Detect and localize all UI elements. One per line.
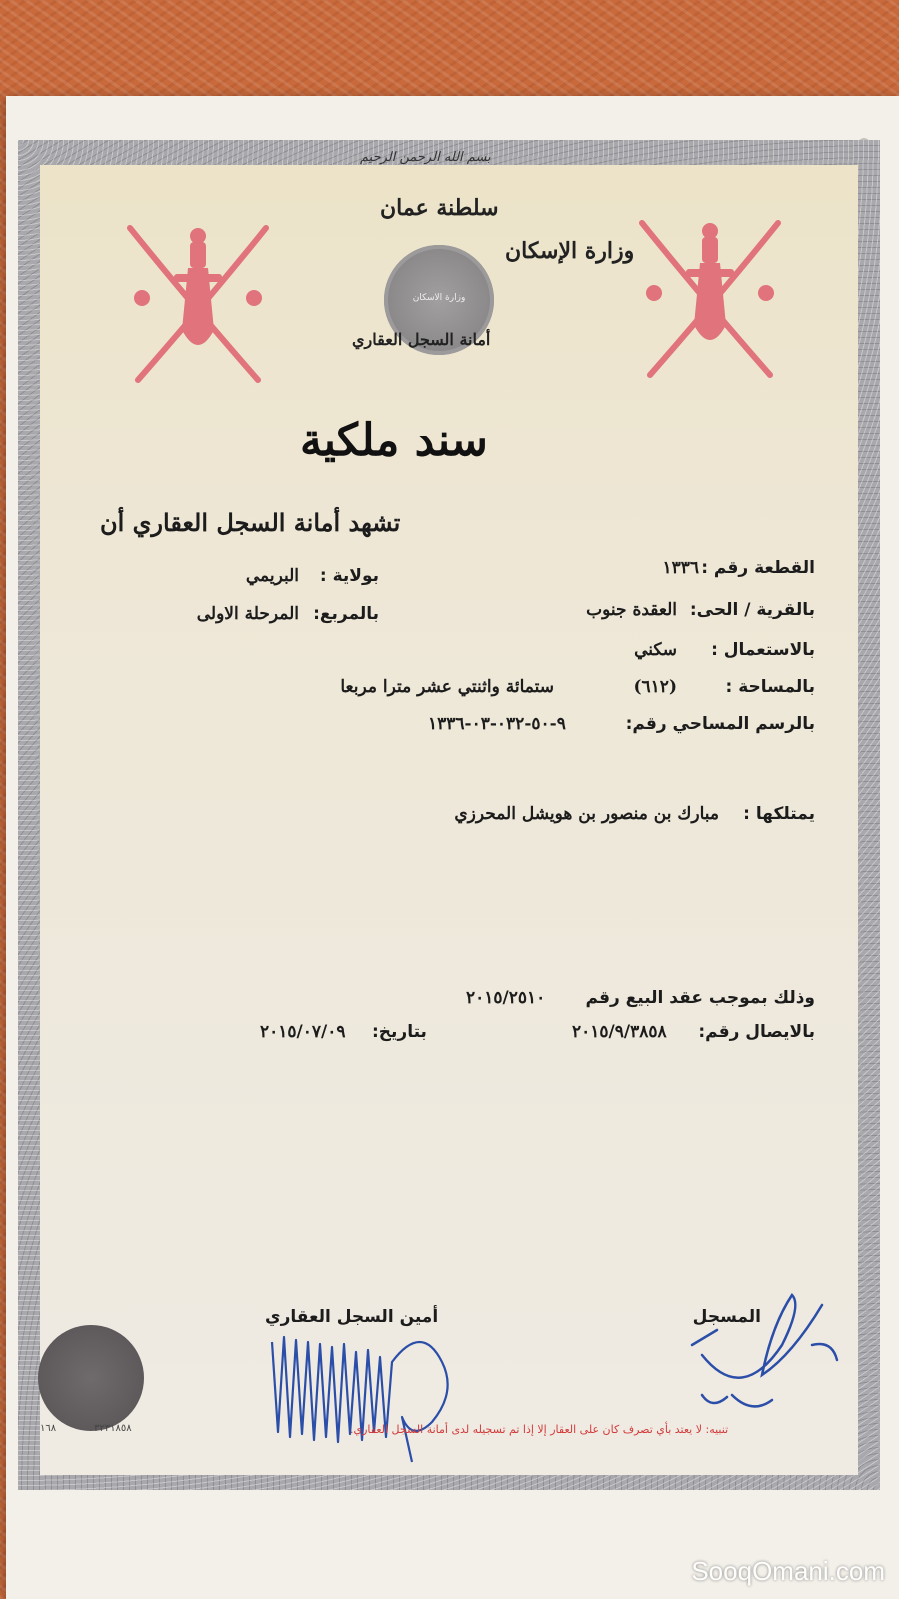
owner-label: يمتلكها : [743,804,815,824]
use-value: سكني [634,640,677,660]
basmala: بسم الله الرحمن الرحيم [360,150,491,165]
date-label: بتاريخ: [372,1022,427,1042]
form-code: ١٦٨ [40,1423,57,1434]
ministry-name: وزارة الإسكان [505,238,635,264]
block-label: بالمربع: [313,604,379,624]
area-words: ستمائة واثنتي عشر مترا مربعا [340,677,554,697]
area-label: بالمساحة : [725,677,815,697]
contract-label: وذلك بموجب عقد البيع رقم [585,988,815,1008]
wilayat-label: بولاية : [319,566,379,586]
registrar-signature [672,1285,852,1425]
owner-value: مبارك بن منصور بن هويشل المحرزي [454,804,719,824]
receipt-value: ٢٠١٥/٩/٣٨٥٨ [572,1022,667,1042]
registrar-label: المسجل [692,1307,761,1327]
village-label: بالقرية / الحى: [689,600,815,620]
village-value: العقدة جنوب [586,600,677,620]
block-value: المرحلة الاولى [196,604,299,624]
contract-value: ٢٠١٥/٢٥١٠ [466,988,546,1008]
use-label: بالاستعمال : [711,640,815,660]
survey-label: بالرسم المساحي رقم: [625,714,815,734]
registry-head-signature [262,1322,472,1472]
receipt-label: بالايصال رقم: [698,1022,815,1042]
serial-number: ٣٢٣١٨٥٨ [94,1423,132,1434]
document-title: سند ملكية [300,415,488,466]
department-name: أمانة السجل العقاري [352,330,491,349]
khanjar-emblem-left [118,220,278,385]
date-value: ٢٠١٥/٠٧/٠٩ [260,1022,346,1042]
legal-notice: تنبيه: لا يعتد بأي تصرف كان على العقار إلا إذا تم تسجيله لدى أمانة السجل العقاري. [350,1423,729,1436]
official-stamp [38,1325,144,1431]
wilayat-value: البريمي [245,566,299,586]
area-number: (٦١٢) [633,677,677,697]
site-watermark: SooqOmani.com [691,1556,885,1586]
khanjar-emblem-right [630,215,790,380]
survey-value: ٩-٥٠-٠٣٢-٠٣-١٣٣٦ [428,714,566,734]
plot-label: القطعة رقم : [701,558,815,578]
plot-value: ١٣٣٦ [662,558,699,578]
seal-text: وزارة الاسكان [412,293,466,303]
country-name: سلطنة عمان [380,195,499,221]
certify-line: تشهد أمانة السجل العقاري أن [100,508,401,537]
registry-head-label: أمين السجل العقاري [265,1307,439,1327]
